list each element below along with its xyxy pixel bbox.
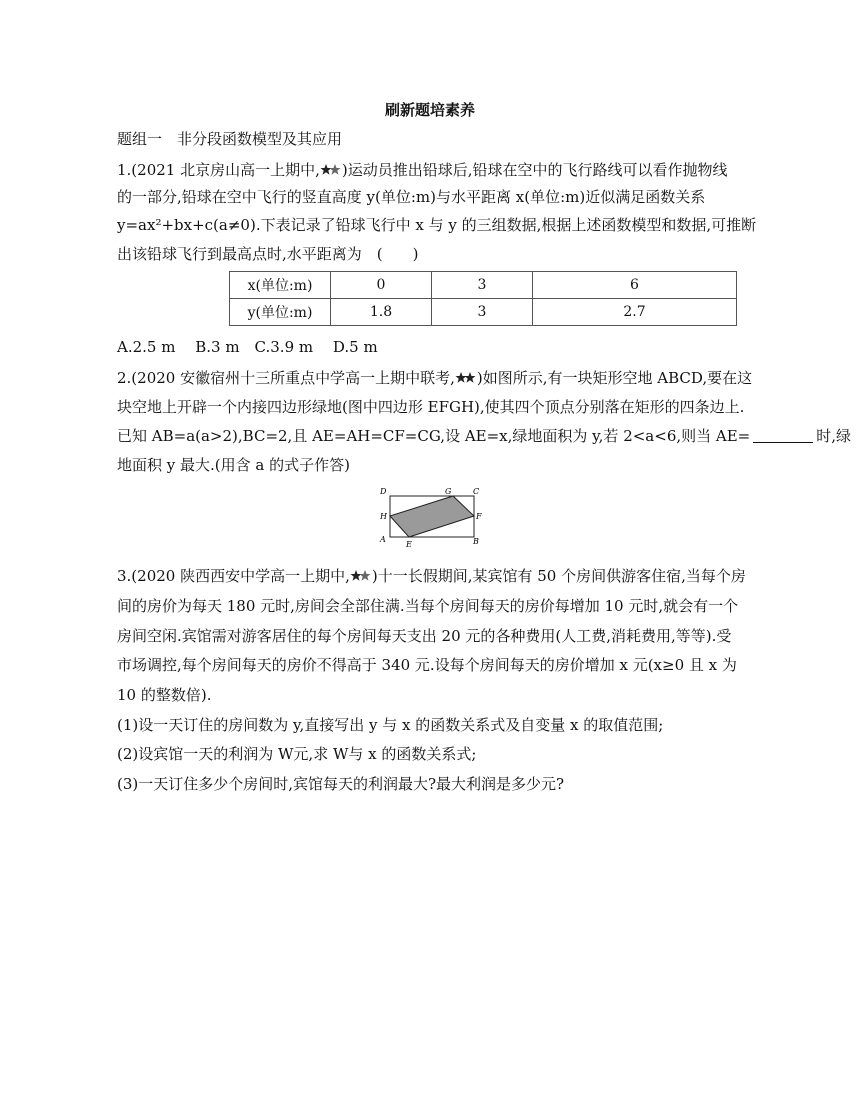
label-e: E: [406, 540, 412, 548]
q2-line-2: 块空地上开辟一个内接四边形绿地(图中四边形 EFGH),使其四个顶点分别落在矩形的四条边上.: [117, 398, 745, 416]
q2-line-3: [117, 426, 851, 446]
label-c: C: [473, 487, 480, 496]
label-g: G: [445, 487, 452, 496]
q3-sub-1: (1)设一天订住的房间数为 y,直接写出 y 与 x 的函数关系式及自变量 x 的取值范围;: [117, 716, 664, 734]
table-row: [230, 272, 737, 299]
q3-line-4: 市场调控,每个房间每天的房价不得高于 340 元.设每个房间每天的房价增加 x 元(x≥0 且 x 为: [117, 656, 737, 674]
table-cell: 6: [533, 272, 737, 299]
q3-sub-2: (2)设宾馆一天的利润为 W元,求 W与 x 的函数关系式;: [117, 745, 477, 763]
q1-line-3: y=ax²+bx+c(a≠0).下表记录了铅球飞行中 x 与 y 的三组数据,根据上述函数模型和数据,可推断: [117, 216, 757, 234]
label-d: D: [380, 487, 387, 496]
label-f: F: [476, 512, 482, 521]
q1-line-1: [117, 160, 728, 180]
answer-blank: [753, 428, 813, 443]
difficulty-stars-icon: [350, 569, 372, 583]
label-a: A: [380, 535, 386, 544]
table-cell: 2.7: [533, 299, 737, 326]
table-row: [230, 299, 737, 326]
page-title: 刷新题培素养: [384, 101, 475, 119]
q1-line-4: 出该铅球飞行到最高点时,水平距离为 ( ): [117, 245, 419, 263]
group-heading: 题组一 非分段函数模型及其应用: [117, 130, 343, 148]
q3-line-3: 房间空闲.宾馆需对游客居住的每个房间每天支出 20 元的各种费用(人工费,消耗费用,等等).受: [117, 627, 732, 645]
label-h: H: [380, 512, 387, 521]
table-cell: 1.8: [331, 299, 432, 326]
q3-source: 3.(2020 陕西西安中学高一上期中,: [117, 567, 350, 585]
q3-line-1: [117, 566, 746, 586]
q3-line-2: 间的房价为每天 180 元时,房间会全部住满.当每个房间每天的房价每增加 10 元时,就会有一个: [117, 597, 739, 615]
q3-line-5: 10 的整数倍).: [117, 686, 212, 704]
q1-line-2: 的一部分,铅球在空中飞行的竖直高度 y(单位:m)与水平距离 x(单位:m)近似满足函数关系: [117, 188, 706, 206]
table-cell: 3: [432, 272, 533, 299]
quadrilateral-efgh: [390, 496, 474, 537]
q2-source: 2.(2020 安徽宿州十三所重点中学高一上期中联考,: [117, 369, 455, 387]
difficulty-stars-icon: [320, 163, 342, 177]
table-cell: 0: [331, 272, 432, 299]
q2-line-3-text: 已知 AB=a(a>2),BC=2,且 AE=AH=CF=CG,设 AE=x,绿地面积为 y,若 2<a<6,则当 AE=: [117, 427, 751, 445]
q2-line-1: [117, 368, 752, 388]
q2-line-4: 地面积 y 最大.(用含 a 的式子作答): [117, 456, 350, 474]
q3-text: )十一长假期间,某宾馆有 50 个房间供游客住宿,当每个房: [371, 567, 746, 585]
q1-data-table: [229, 271, 737, 326]
q1-source: 1.(2021 北京房山高一上期中,: [117, 161, 320, 179]
table-cell: x(单位:m): [230, 272, 331, 299]
q1-options: A.2.5 m B.3 m C.3.9 m D.5 m: [117, 338, 378, 356]
label-b: B: [473, 537, 479, 546]
q2-text: )如图所示,有一块矩形空地 ABCD,要在这: [476, 369, 753, 387]
q1-text: )运动员推出铅球后,铅球在空中的飞行路线可以看作抛物线: [341, 161, 728, 179]
q2-line-3-tail: 时,绿: [816, 427, 852, 445]
q3-sub-3: (3)一天订住多少个房间时,宾馆每天的利润最大?最大利润是多少元?: [117, 775, 565, 793]
difficulty-stars-icon: [455, 371, 477, 385]
table-cell: y(单位:m): [230, 299, 331, 326]
rectangle-figure: [377, 486, 487, 548]
table-cell: 3: [432, 299, 533, 326]
